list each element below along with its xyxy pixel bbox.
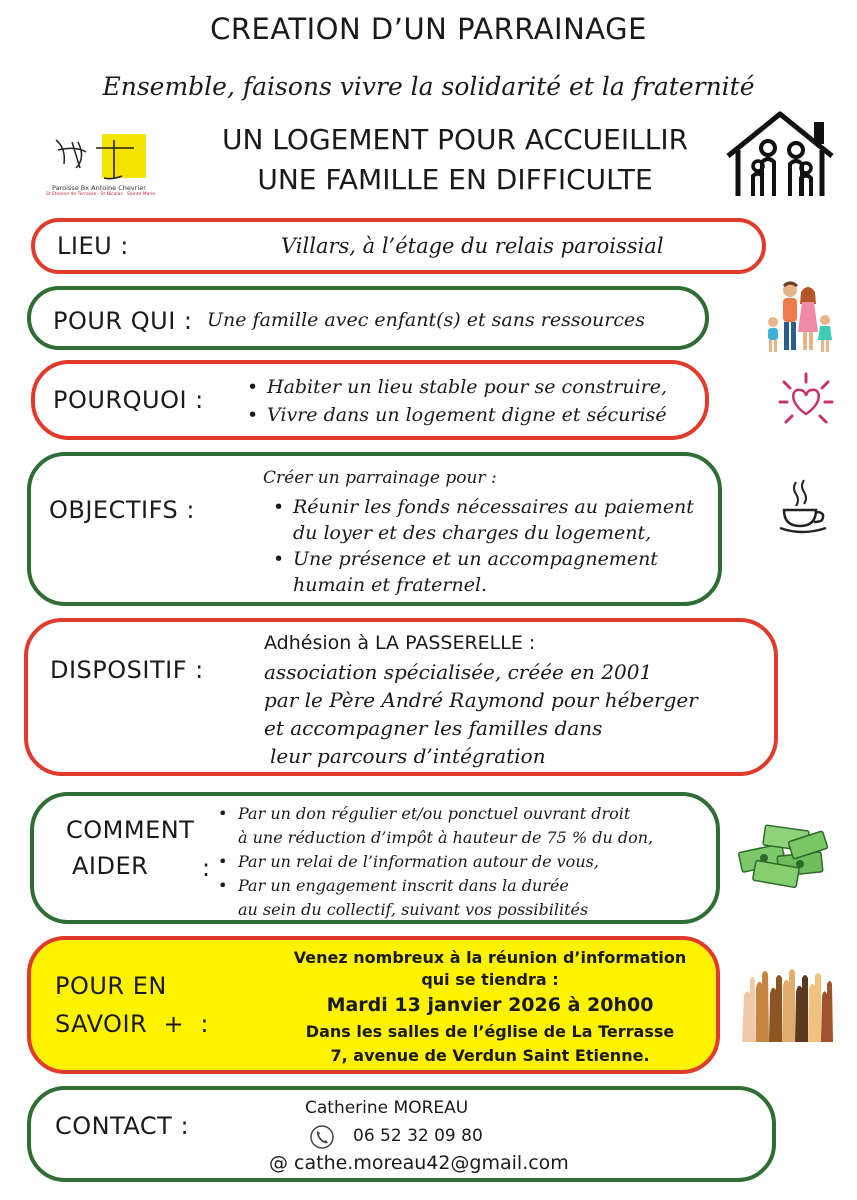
logo-caption: Paroisse Bx Antoine Chevrier	[52, 184, 146, 192]
objectifs-box	[27, 452, 722, 606]
lieu-text: Villars, à l’étage du relais paroissial	[281, 234, 664, 258]
contact-label: CONTACT :	[55, 1112, 190, 1140]
comment-aider-label-line-2: AIDER	[72, 852, 149, 880]
comment-aider-item-1-line-2: à une réduction d’impôt à hauteur de 75 % du don,	[238, 828, 654, 847]
headline-line-2: UNE FAMILLE EN DIFFICULTE	[257, 163, 653, 196]
pourquoi-label: POURQUOI :	[53, 386, 204, 414]
meeting-invite-line-1: Venez nombreux à la réunion d’information	[293, 948, 687, 967]
objectifs-item-2-line-2: humain et fraternel.	[293, 574, 488, 596]
pour-qui-text: Une famille avec enfant(s) et sans ressources	[207, 309, 645, 331]
family-icon	[764, 280, 834, 356]
comment-aider-item-1-line-1: • Par un don régulier et/ou ponctuel ouvrant droit	[218, 804, 631, 823]
comment-aider-item-3-line-1: • Par un engagement inscrit dans la durée	[218, 876, 569, 895]
pourquoi-box	[31, 360, 709, 440]
comment-aider-colon: :	[202, 854, 211, 882]
phone-icon	[309, 1124, 335, 1150]
meeting-address: 7, avenue de Verdun Saint Etienne.	[330, 1046, 650, 1065]
objectifs-item-2-line-1: • Une présence et un accompagnement	[273, 548, 658, 570]
house-family-icon	[722, 108, 840, 200]
comment-aider-box	[30, 792, 720, 924]
pourquoi-item-2: • Vivre dans un logement digne et sécurisé	[247, 404, 667, 426]
contact-phone[interactable]: 06 52 32 09 80	[353, 1126, 483, 1146]
pourquoi-item-1: • Habiter un lieu stable pour se construire,	[247, 376, 668, 398]
headline-line-1: UN LOGEMENT POUR ACCUEILLIR	[221, 123, 689, 156]
dispositif-line-2: association spécialisée, créée en 2001	[264, 660, 653, 684]
contact-box	[27, 1086, 776, 1182]
dispositif-line-1: Adhésion à LA PASSERELLE :	[264, 632, 536, 654]
page-title: CREATION D’UN PARRAINAGE	[210, 12, 647, 46]
contact-email[interactable]: @ cathe.moreau42@gmail.com	[269, 1152, 569, 1174]
dispositif-line-5: leur parcours d’intégration	[270, 744, 546, 768]
raised-hands-icon	[738, 966, 834, 1042]
money-icon	[734, 818, 834, 890]
contact-name: Catherine MOREAU	[305, 1098, 469, 1118]
objectifs-item-1-line-1: • Réunir les fonds nécessaires au paiement	[273, 496, 694, 518]
lieu-box	[31, 218, 766, 274]
lieu-label: LIEU :	[57, 232, 129, 260]
objectifs-item-1-line-2: du loyer et des charges du logement,	[293, 522, 652, 544]
pour-qui-box	[27, 286, 709, 350]
page-subtitle: Ensemble, faisons vivre la solidarité et la fraternité	[102, 72, 755, 101]
coffee-cup-icon	[778, 478, 830, 534]
comment-aider-label-line-1: COMMENT	[66, 816, 195, 844]
dispositif-line-3: par le Père André Raymond pour héberger	[264, 688, 698, 712]
comment-aider-item-2: • Par un relai de l’information autour de vous,	[218, 852, 599, 871]
logo-subcaption: St Etienne de Terrasse · St Nicolas · Sainte Marie	[46, 192, 156, 197]
pour-en-savoir-box	[27, 936, 720, 1074]
dispositif-label: DISPOSITIF :	[50, 656, 204, 684]
dispositif-line-4: et accompagner les familles dans	[264, 716, 603, 740]
pour-en-savoir-label-line-2: SAVOIR + :	[55, 1010, 209, 1038]
pour-qui-label: POUR QUI :	[53, 307, 193, 335]
dispositif-box	[24, 618, 778, 776]
objectifs-label: OBJECTIFS :	[49, 496, 195, 524]
pour-en-savoir-label-line-1: POUR EN	[55, 972, 167, 1000]
logo-cross-icon	[46, 128, 171, 184]
comment-aider-item-3-line-2: au sein du collectif, suivant vos possibilités	[238, 900, 589, 919]
meeting-invite-line-2: qui se tiendra :	[421, 970, 559, 989]
headline	[190, 120, 720, 200]
meeting-date: Mardi 13 janvier 2026 à 20h00	[326, 994, 654, 1016]
parish-logo	[46, 128, 171, 200]
heart-icon	[778, 372, 834, 428]
objectifs-intro: Créer un parrainage pour :	[263, 468, 497, 488]
meeting-place: Dans les salles de l’église de La Terrasse	[305, 1022, 675, 1041]
